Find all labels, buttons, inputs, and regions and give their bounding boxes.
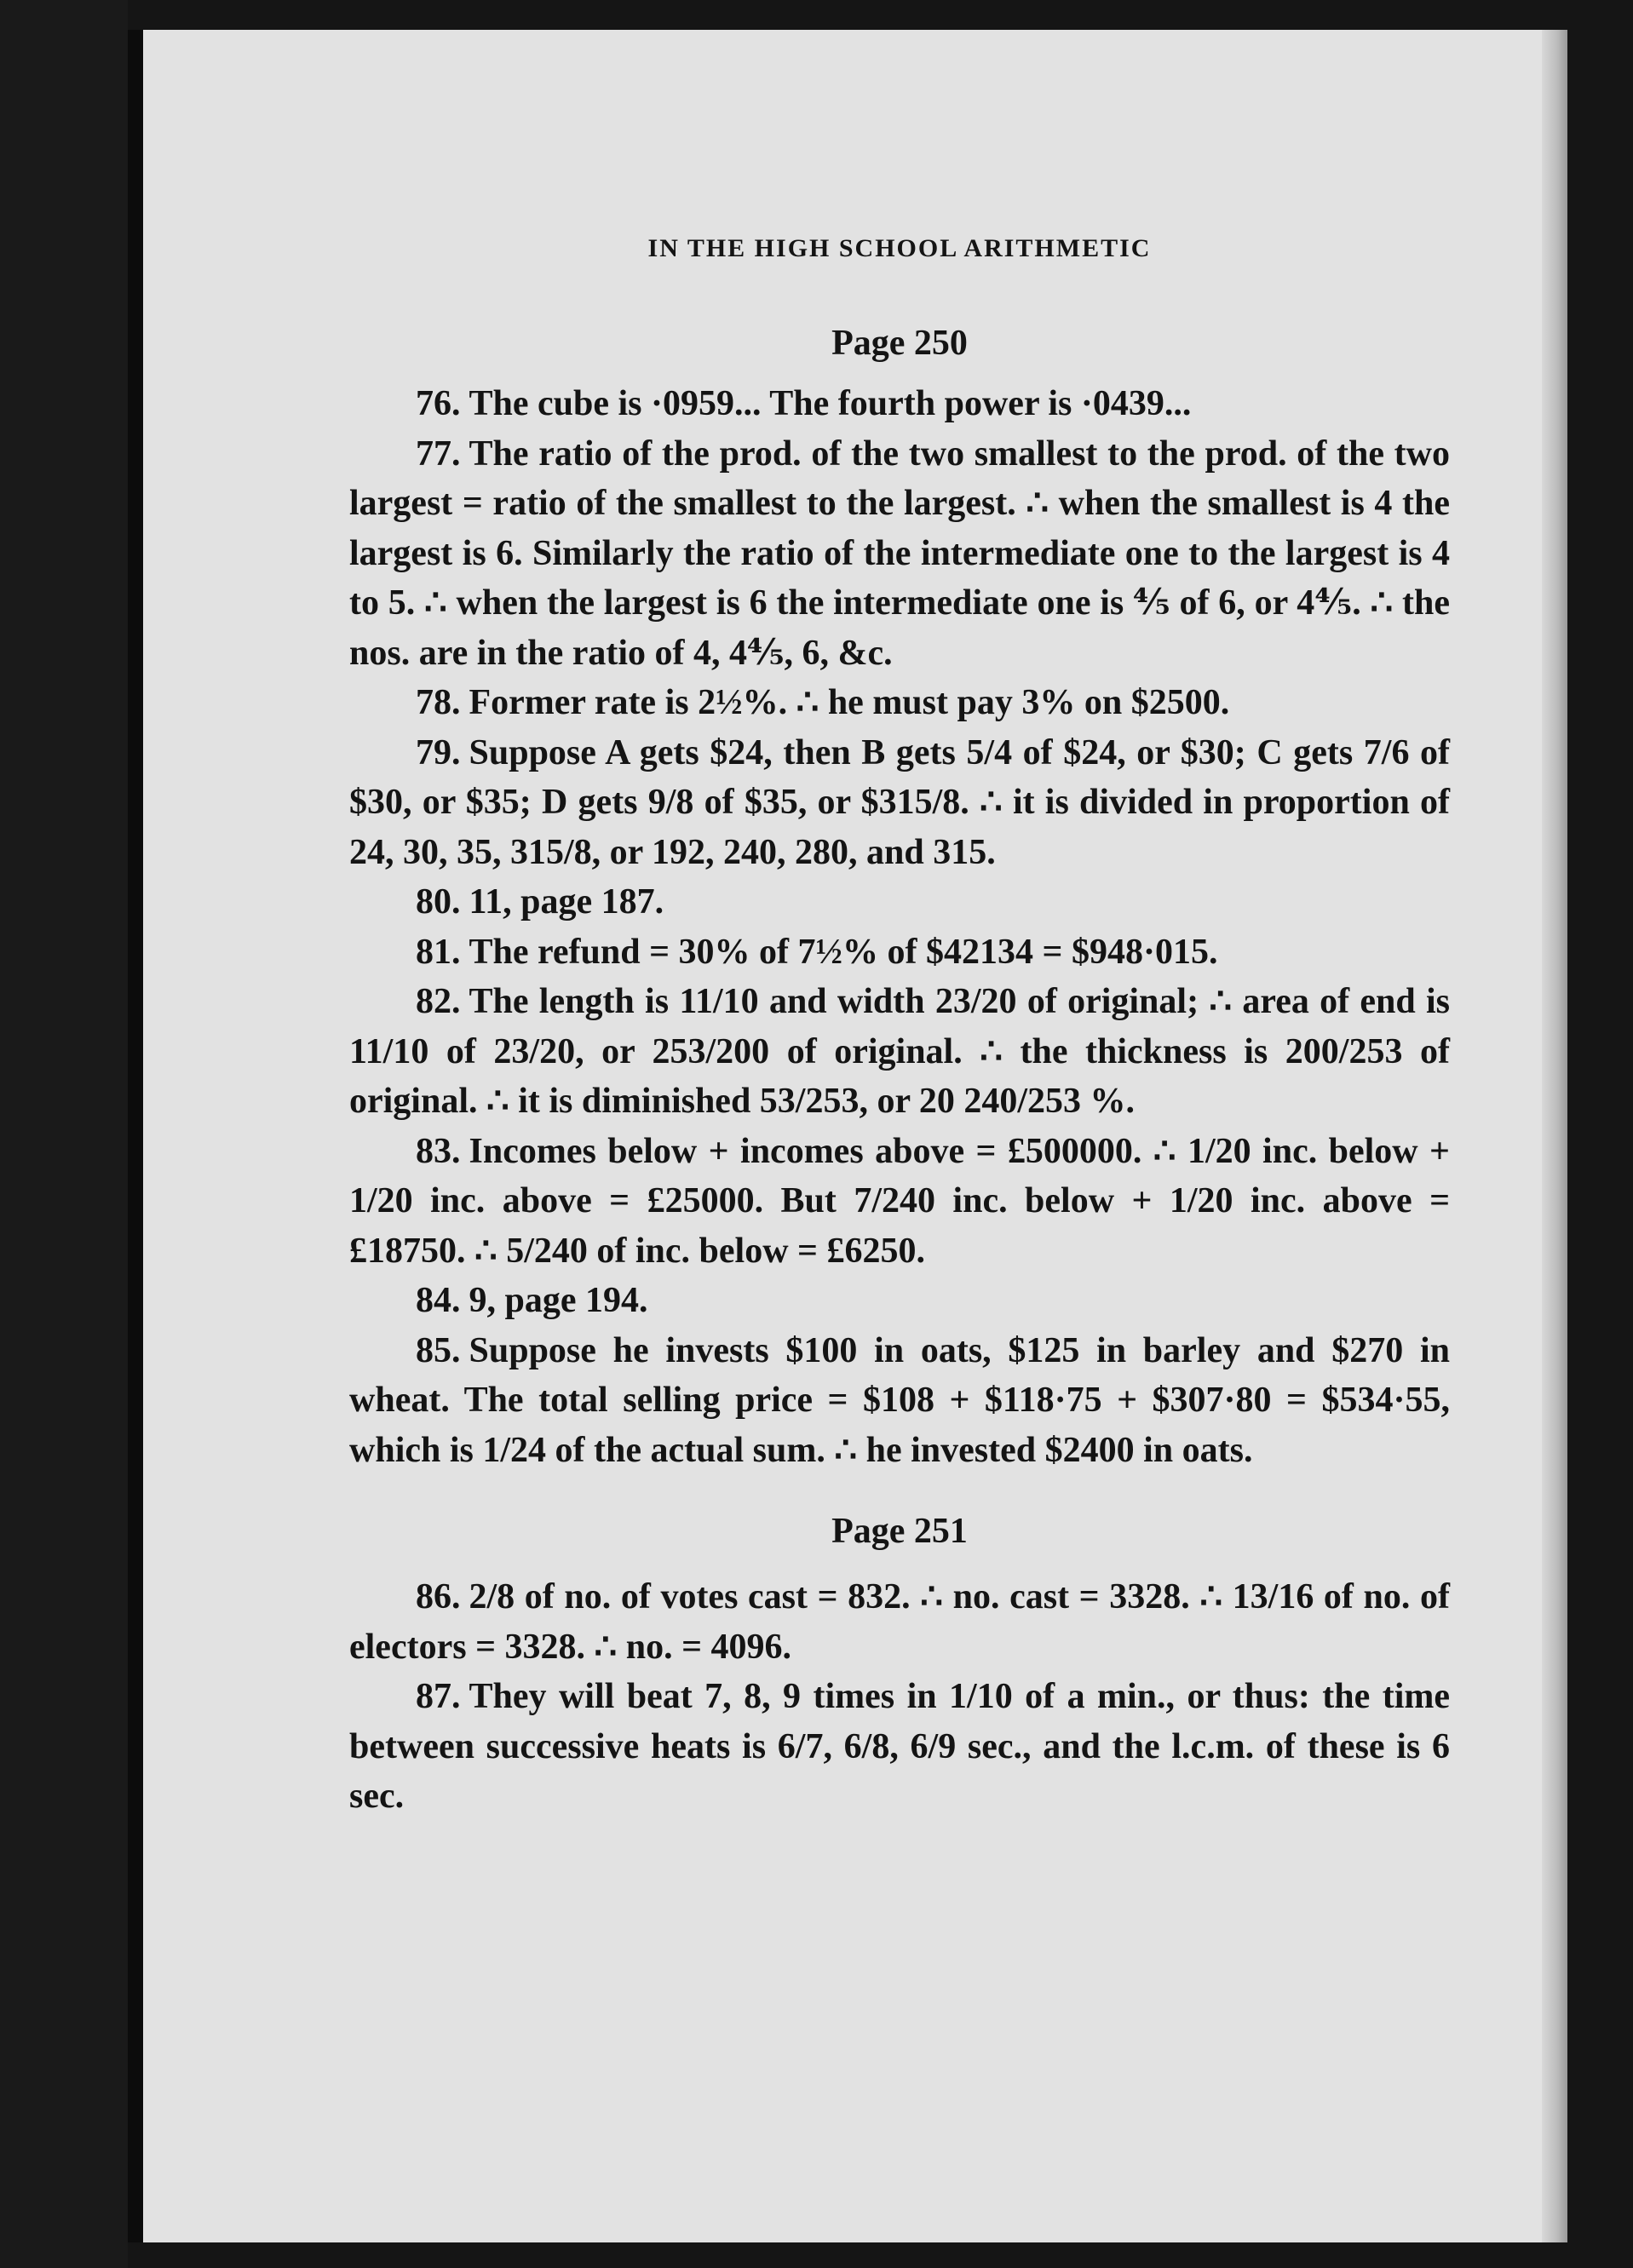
section-heading-page-251: Page 251 xyxy=(831,1512,968,1551)
running-head: IN THE HIGH SCHOOL ARITHMETIC xyxy=(647,234,1152,262)
entry-number: 86. xyxy=(416,1577,461,1616)
book-page xyxy=(128,30,1567,2242)
text-block xyxy=(349,234,1450,1822)
entry-text: They will beat 7, 8, 9 times in 1/10 of a min., or thus: the time between successive heats is 6/7, 6/8, 6/9 sec., and the l.c.m. of these is 6 sec. xyxy=(349,1677,1450,1816)
entry-text: 2/8 of no. of votes cast = 832. ∴ no. cast = 3328. ∴ 13/16 of no. of electors = 3328. ∴ no. = 4096. xyxy=(349,1577,1450,1667)
entry-81 xyxy=(349,927,1450,978)
entry-number: 78. xyxy=(416,683,461,722)
entry-77 xyxy=(349,429,1450,679)
entry-79 xyxy=(349,728,1450,878)
entry-text: The refund = 30% of 7½% of $42134 = $948·015. xyxy=(469,932,1218,972)
entry-84 xyxy=(349,1276,1450,1326)
entry-number: 84. xyxy=(416,1281,461,1320)
entry-82 xyxy=(349,977,1450,1127)
entry-text: 9, page 194. xyxy=(469,1281,648,1320)
entry-text: The ratio of the prod. of the two smallest to the prod. of the two largest = ratio of the smallest to the largest. ∴ when the smallest is 4 the largest is 6. Similarly the ratio of the intermediate one to the largest is 4 to 5. ∴ when the largest is 6 the intermediate one is ⅘ of 6, or 4⅘. ∴ the nos. are in the ratio of 4, 4⅘, 6, &c. xyxy=(349,434,1450,673)
entry-number: 76. xyxy=(416,384,461,423)
entry-number: 82. xyxy=(416,982,461,1021)
entry-text: Former rate is 2½%. ∴ he must pay 3% on $2500. xyxy=(469,683,1230,722)
entry-number: 79. xyxy=(416,732,461,772)
entry-text: The cube is ·0959... The fourth power is ·0439... xyxy=(469,384,1192,423)
entry-text: Incomes below + incomes above = £500000. ∴ 1/20 inc. below + 1/20 inc. above = £25000. But 7/240 inc. below + 1/20 inc. above = £18750. ∴ 5/240 of inc. below = £6250. xyxy=(349,1131,1450,1271)
entry-number: 80. xyxy=(416,882,461,922)
entry-87 xyxy=(349,1672,1450,1822)
entry-78 xyxy=(349,678,1450,728)
entry-text: The length is 11/10 and width 23/20 of original; ∴ area of end is 11/10 of 23/20, or 253/200 of original. ∴ the thickness is 200/253 of original. ∴ it is diminished 53/253, or 20 240/253 %. xyxy=(349,982,1450,1121)
entry-86 xyxy=(349,1572,1450,1672)
entry-number: 87. xyxy=(416,1677,461,1716)
entry-85 xyxy=(349,1326,1450,1476)
entry-text: Suppose A gets $24, then B gets 5/4 of $24, or $30; C gets 7/6 of $30, or $35; D gets 9/8 of $35, or $315/8. ∴ it is divided in proportion of 24, 30, 35, 315/8, or 192, 240, 280, and 315. xyxy=(349,732,1450,872)
entry-text: 11, page 187. xyxy=(469,882,664,922)
entry-80 xyxy=(349,877,1450,927)
facing-page-edge xyxy=(0,0,128,2268)
entry-number: 85. xyxy=(416,1330,461,1370)
entry-number: 83. xyxy=(416,1131,461,1171)
entry-text: Suppose he invests $100 in oats, $125 in barley and $270 in wheat. The total selling price = $108 + $118·75 + $307·80 = $534·55, which is 1/24 of the actual sum. ∴ he invested $2400 in oats. xyxy=(349,1330,1450,1470)
entry-number: 77. xyxy=(416,434,461,474)
page-edge xyxy=(1542,30,1567,2242)
entry-76 xyxy=(349,379,1450,429)
entry-83 xyxy=(349,1127,1450,1277)
section-heading-page-250: Page 250 xyxy=(831,324,968,363)
entry-number: 81. xyxy=(416,932,461,972)
